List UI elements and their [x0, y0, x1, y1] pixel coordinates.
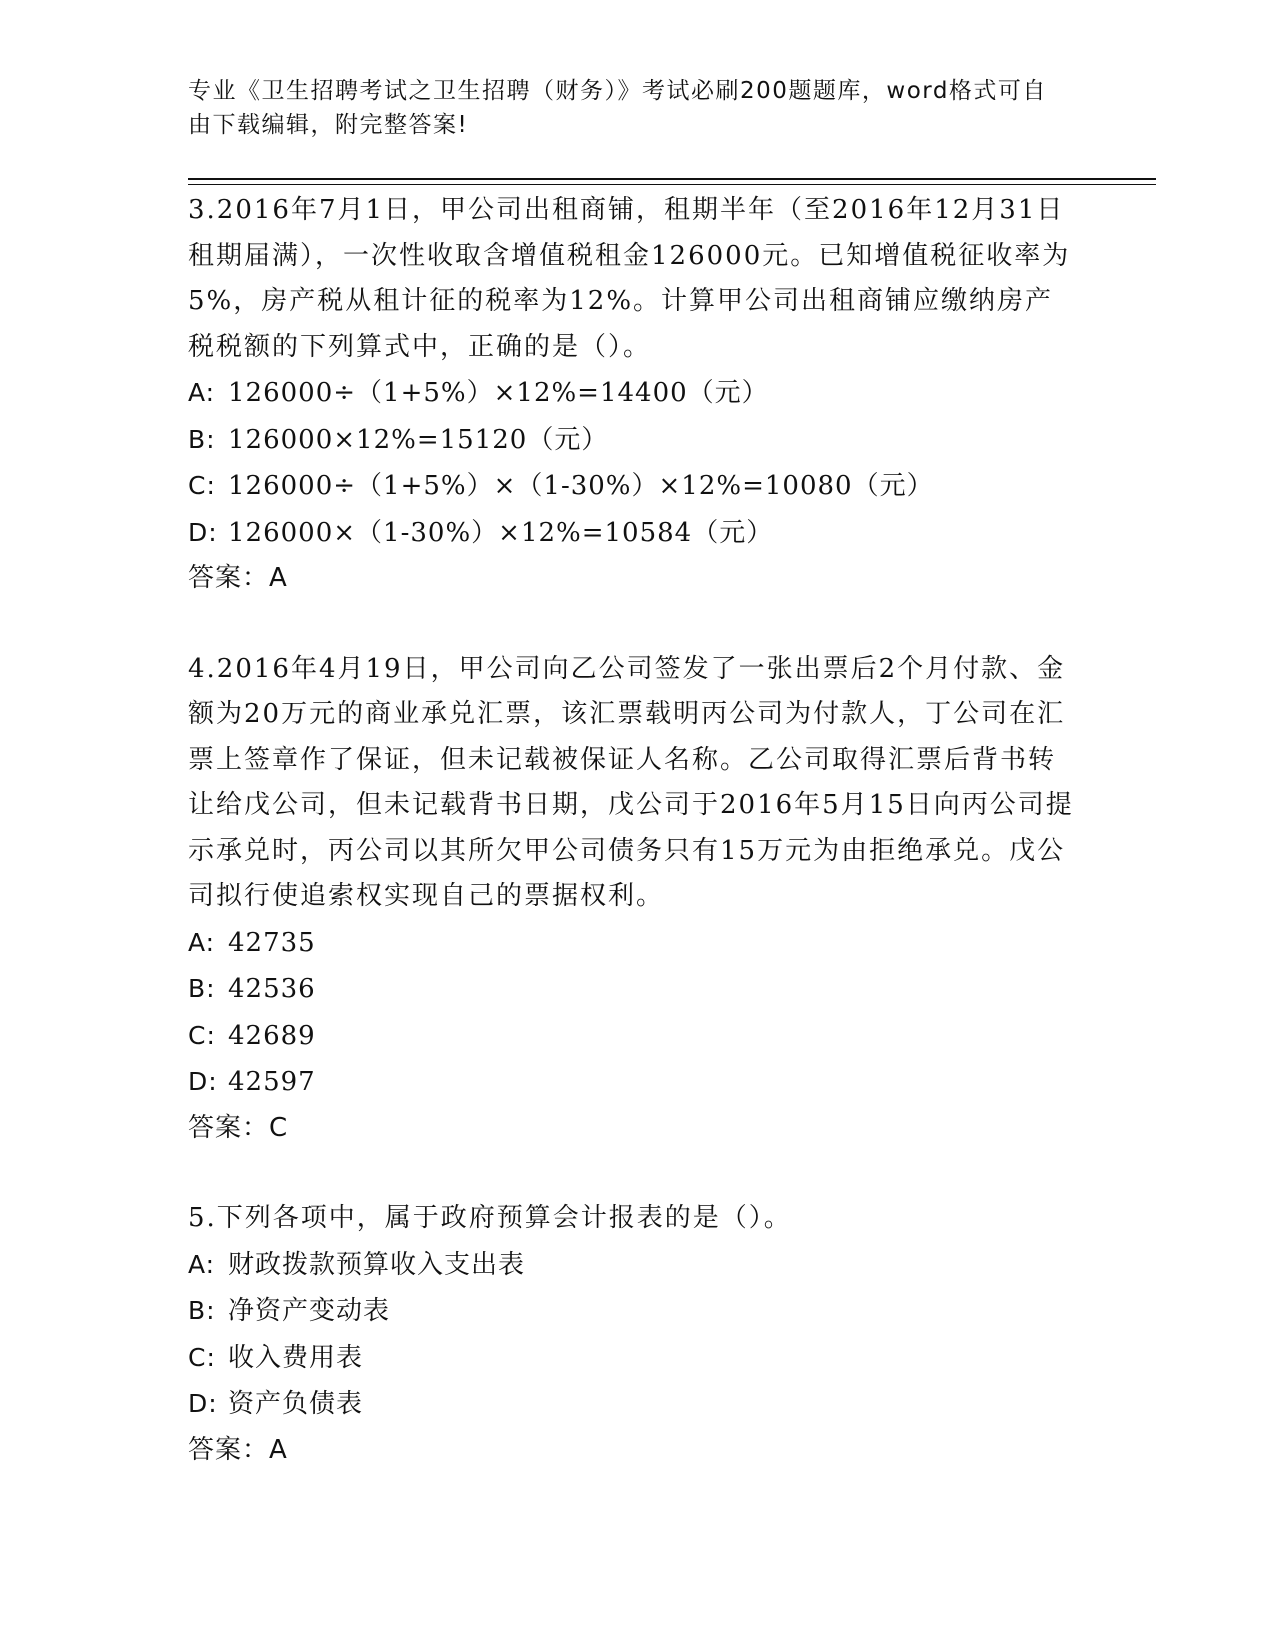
- header-title: 专业《卫生招聘考试之卫生招聘（财务）》考试必刷200题题库，word格式可自由下载编辑，附完整答案!: [188, 78, 1047, 138]
- option-label: A:: [188, 378, 216, 407]
- option-label: A:: [188, 1249, 216, 1279]
- option-text: 资产负债表: [228, 1389, 364, 1419]
- option-text: 126000×（1-30%）×12%=10584（元）: [228, 517, 774, 548]
- option-text: 净资产变动表: [228, 1296, 391, 1326]
- option-text: 收入费用表: [228, 1342, 364, 1373]
- question-list: [188, 188, 1078, 1473]
- header-rule-thick: [188, 178, 1156, 180]
- option-label: C:: [188, 1342, 216, 1372]
- option-label: C:: [188, 1020, 216, 1050]
- option-c: [188, 1013, 1078, 1060]
- option-d: [188, 1059, 1078, 1106]
- option-label: D:: [188, 517, 218, 547]
- option-label: B:: [188, 974, 216, 1003]
- answer-line: 答案：A: [188, 563, 288, 593]
- option-a: [188, 1242, 1078, 1289]
- question-stem: 3.2016年7月1日，甲公司出租商铺，租期半年（至2016年12月31日租期届满），一次性收取含增值税租金126000元。已知增值税征收率为5%，房产税从租计征的税率为12%。计算甲公司出租商铺应缴纳房产税税额的下列算式中，正确的是（）。: [188, 195, 1071, 362]
- option-a: [188, 370, 1078, 417]
- option-c: [188, 463, 1078, 510]
- option-label: B:: [188, 1296, 216, 1325]
- option-label: A:: [188, 927, 216, 957]
- option-text: 126000÷（1+5%）×12%=14400（元）: [228, 378, 769, 408]
- option-text: 财政拨款预算收入支出表: [228, 1249, 526, 1280]
- question-3: [188, 188, 1078, 602]
- option-label: D:: [188, 1067, 218, 1096]
- question-stem: 5.下列各项中，属于政府预算会计报表的是（）。: [188, 1203, 792, 1233]
- option-text: 42735: [228, 927, 316, 958]
- option-d: [188, 510, 1078, 557]
- option-text: 126000×12%=15120（元）: [228, 424, 609, 455]
- answer-line: 答案：A: [188, 1434, 288, 1465]
- option-label: C:: [188, 471, 216, 500]
- option-c: [188, 1335, 1078, 1382]
- question-4: [188, 647, 1078, 1152]
- option-label: D:: [188, 1389, 218, 1418]
- option-a: [188, 920, 1078, 967]
- option-text: 126000÷（1+5%）×（1-30%）×12%=10080（元）: [228, 471, 934, 501]
- option-label: B:: [188, 424, 216, 454]
- question-5: [188, 1196, 1078, 1473]
- header-rule-thin: [188, 184, 1156, 185]
- option-b: [188, 417, 1078, 464]
- option-d: [188, 1381, 1078, 1428]
- option-b: [188, 966, 1078, 1013]
- question-stem: 4.2016年4月19日，甲公司向乙公司签发了一张出票后2个月付款、金额为20万元的商业承兑汇票，该汇票载明丙公司为付款人，丁公司在汇票上签章作了保证，但未记载被保证人名称。乙公司取得汇票后背书转让给戊公司，但未记载背书日期，戊公司于2016年5月15日向丙公司提示承兑时，丙公司以其所欠甲公司债务只有15万元为由拒绝承兑。戊公司拟行使追索权实现自己的票据权利。: [188, 653, 1074, 911]
- option-text: 42689: [228, 1020, 316, 1051]
- option-b: [188, 1288, 1078, 1335]
- answer-line: 答案：C: [188, 1112, 289, 1143]
- document-header: [188, 74, 1068, 142]
- option-text: 42536: [228, 974, 316, 1004]
- option-text: 42597: [228, 1067, 316, 1097]
